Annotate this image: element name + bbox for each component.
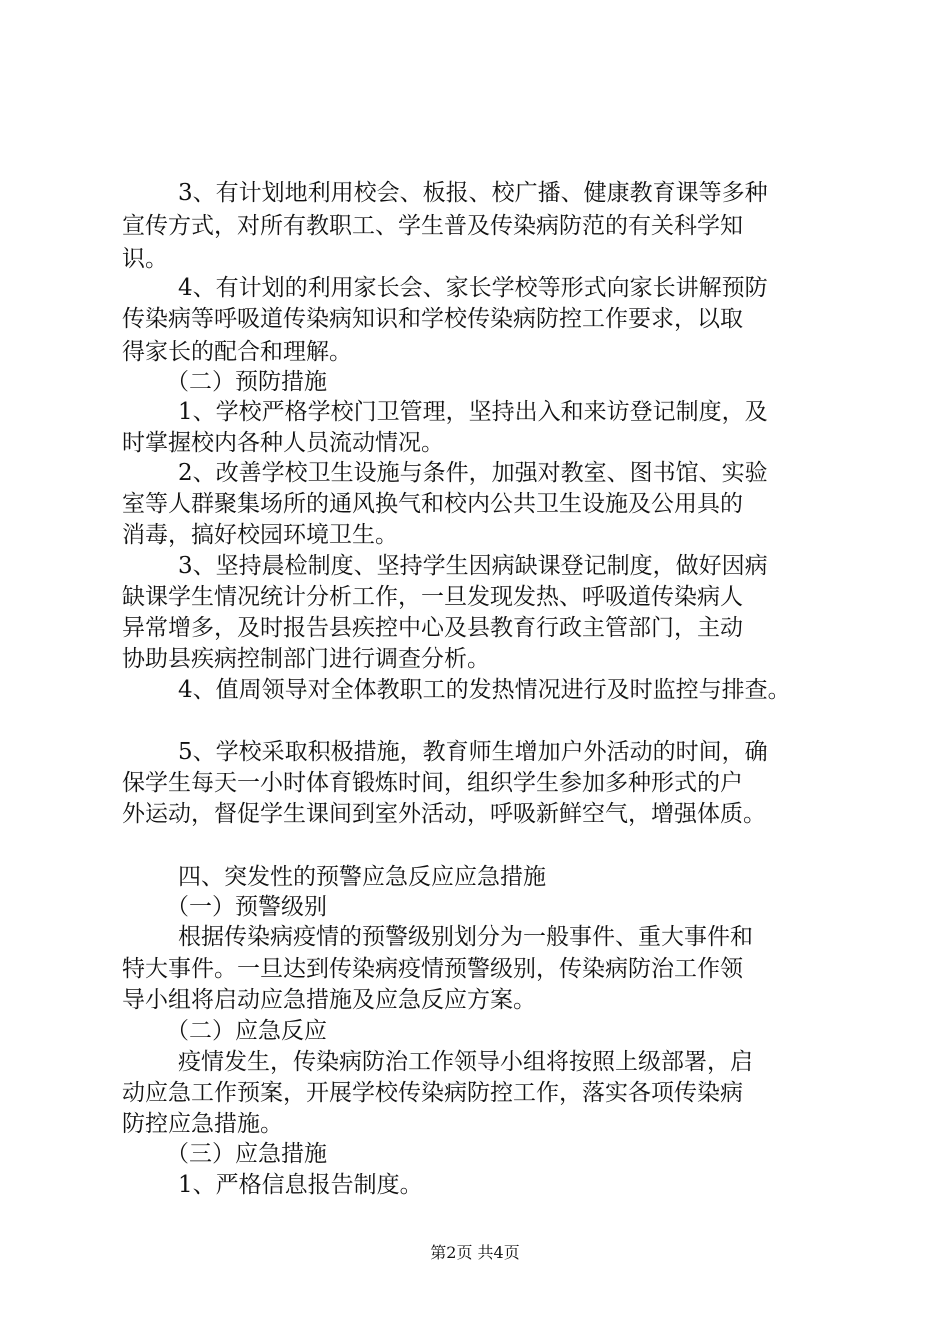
text-line: 4、值周领导对全体教职工的发热情况进行及时监控与排查。 xyxy=(178,677,791,703)
section-heading: （二）预防措施 xyxy=(166,369,327,395)
text-line: 室等人群聚集场所的通风换气和校内公共卫生设施及公用具的 xyxy=(122,491,743,517)
text-line: 传染病等呼吸道传染病知识和学校传染病防控工作要求，以取 xyxy=(122,306,743,332)
text-line: 缺课学生情况统计分析工作，一旦发现发热、呼吸道传染病人 xyxy=(122,584,743,610)
text-line: 3、坚持晨检制度、坚持学生因病缺课登记制度，做好因病 xyxy=(178,553,768,579)
text-line: 时掌握校内各种人员流动情况。 xyxy=(122,430,444,456)
section-heading: （一）预警级别 xyxy=(166,894,327,920)
text-line: 2、改善学校卫生设施与条件，加强对教室、图书馆、实验 xyxy=(178,460,768,486)
text-line: 协助县疾病控制部门进行调查分析。 xyxy=(122,646,490,672)
section-heading: （三）应急措施 xyxy=(166,1141,327,1167)
text-line: 导小组将启动应急措施及应急反应方案。 xyxy=(122,987,536,1013)
text-line: 动应急工作预案，开展学校传染病防控工作，落实各项传染病 xyxy=(122,1080,743,1106)
text-line: 疫情发生，传染病防治工作领导小组将按照上级部署，启 xyxy=(178,1049,753,1075)
text-line: 特大事件。一旦达到传染病疫情预警级别，传染病防治工作领 xyxy=(122,956,743,982)
text-line: 5、学校采取积极措施，教育师生增加户外活动的时间，确 xyxy=(178,739,768,765)
text-line: 外运动，督促学生课间到室外活动，呼吸新鲜空气，增强体质。 xyxy=(122,801,766,827)
section-heading: 四、突发性的预警应急反应应急措施 xyxy=(178,864,546,890)
page-number-footer: 第2页 共4页 xyxy=(430,1243,520,1262)
text-line: 防控应急措施。 xyxy=(122,1111,283,1137)
text-line: 1、学校严格学校门卫管理，坚持出入和来访登记制度，及 xyxy=(178,399,768,425)
text-line: 保学生每天一小时体育锻炼时间，组织学生参加多种形式的户 xyxy=(122,770,743,796)
text-line: 得家长的配合和理解。 xyxy=(122,339,352,365)
text-line: 3、有计划地利用校会、板报、校广播、健康教育课等多种 xyxy=(178,180,768,206)
text-line: 异常增多，及时报告县疾控中心及县教育行政主管部门，主动 xyxy=(122,615,743,641)
text-line: 宣传方式，对所有教职工、学生普及传染病防范的有关科学知 xyxy=(122,213,743,239)
section-heading: （二）应急反应 xyxy=(166,1018,327,1044)
text-line: 1、严格信息报告制度。 xyxy=(178,1172,423,1198)
text-line: 根据传染病疫情的预警级别划分为一般事件、重大事件和 xyxy=(178,924,753,950)
text-line: 消毒，搞好校园环境卫生。 xyxy=(122,522,398,548)
text-line: 4、有计划的利用家长会、家长学校等形式向家长讲解预防 xyxy=(178,275,768,301)
text-line: 识。 xyxy=(122,246,168,272)
